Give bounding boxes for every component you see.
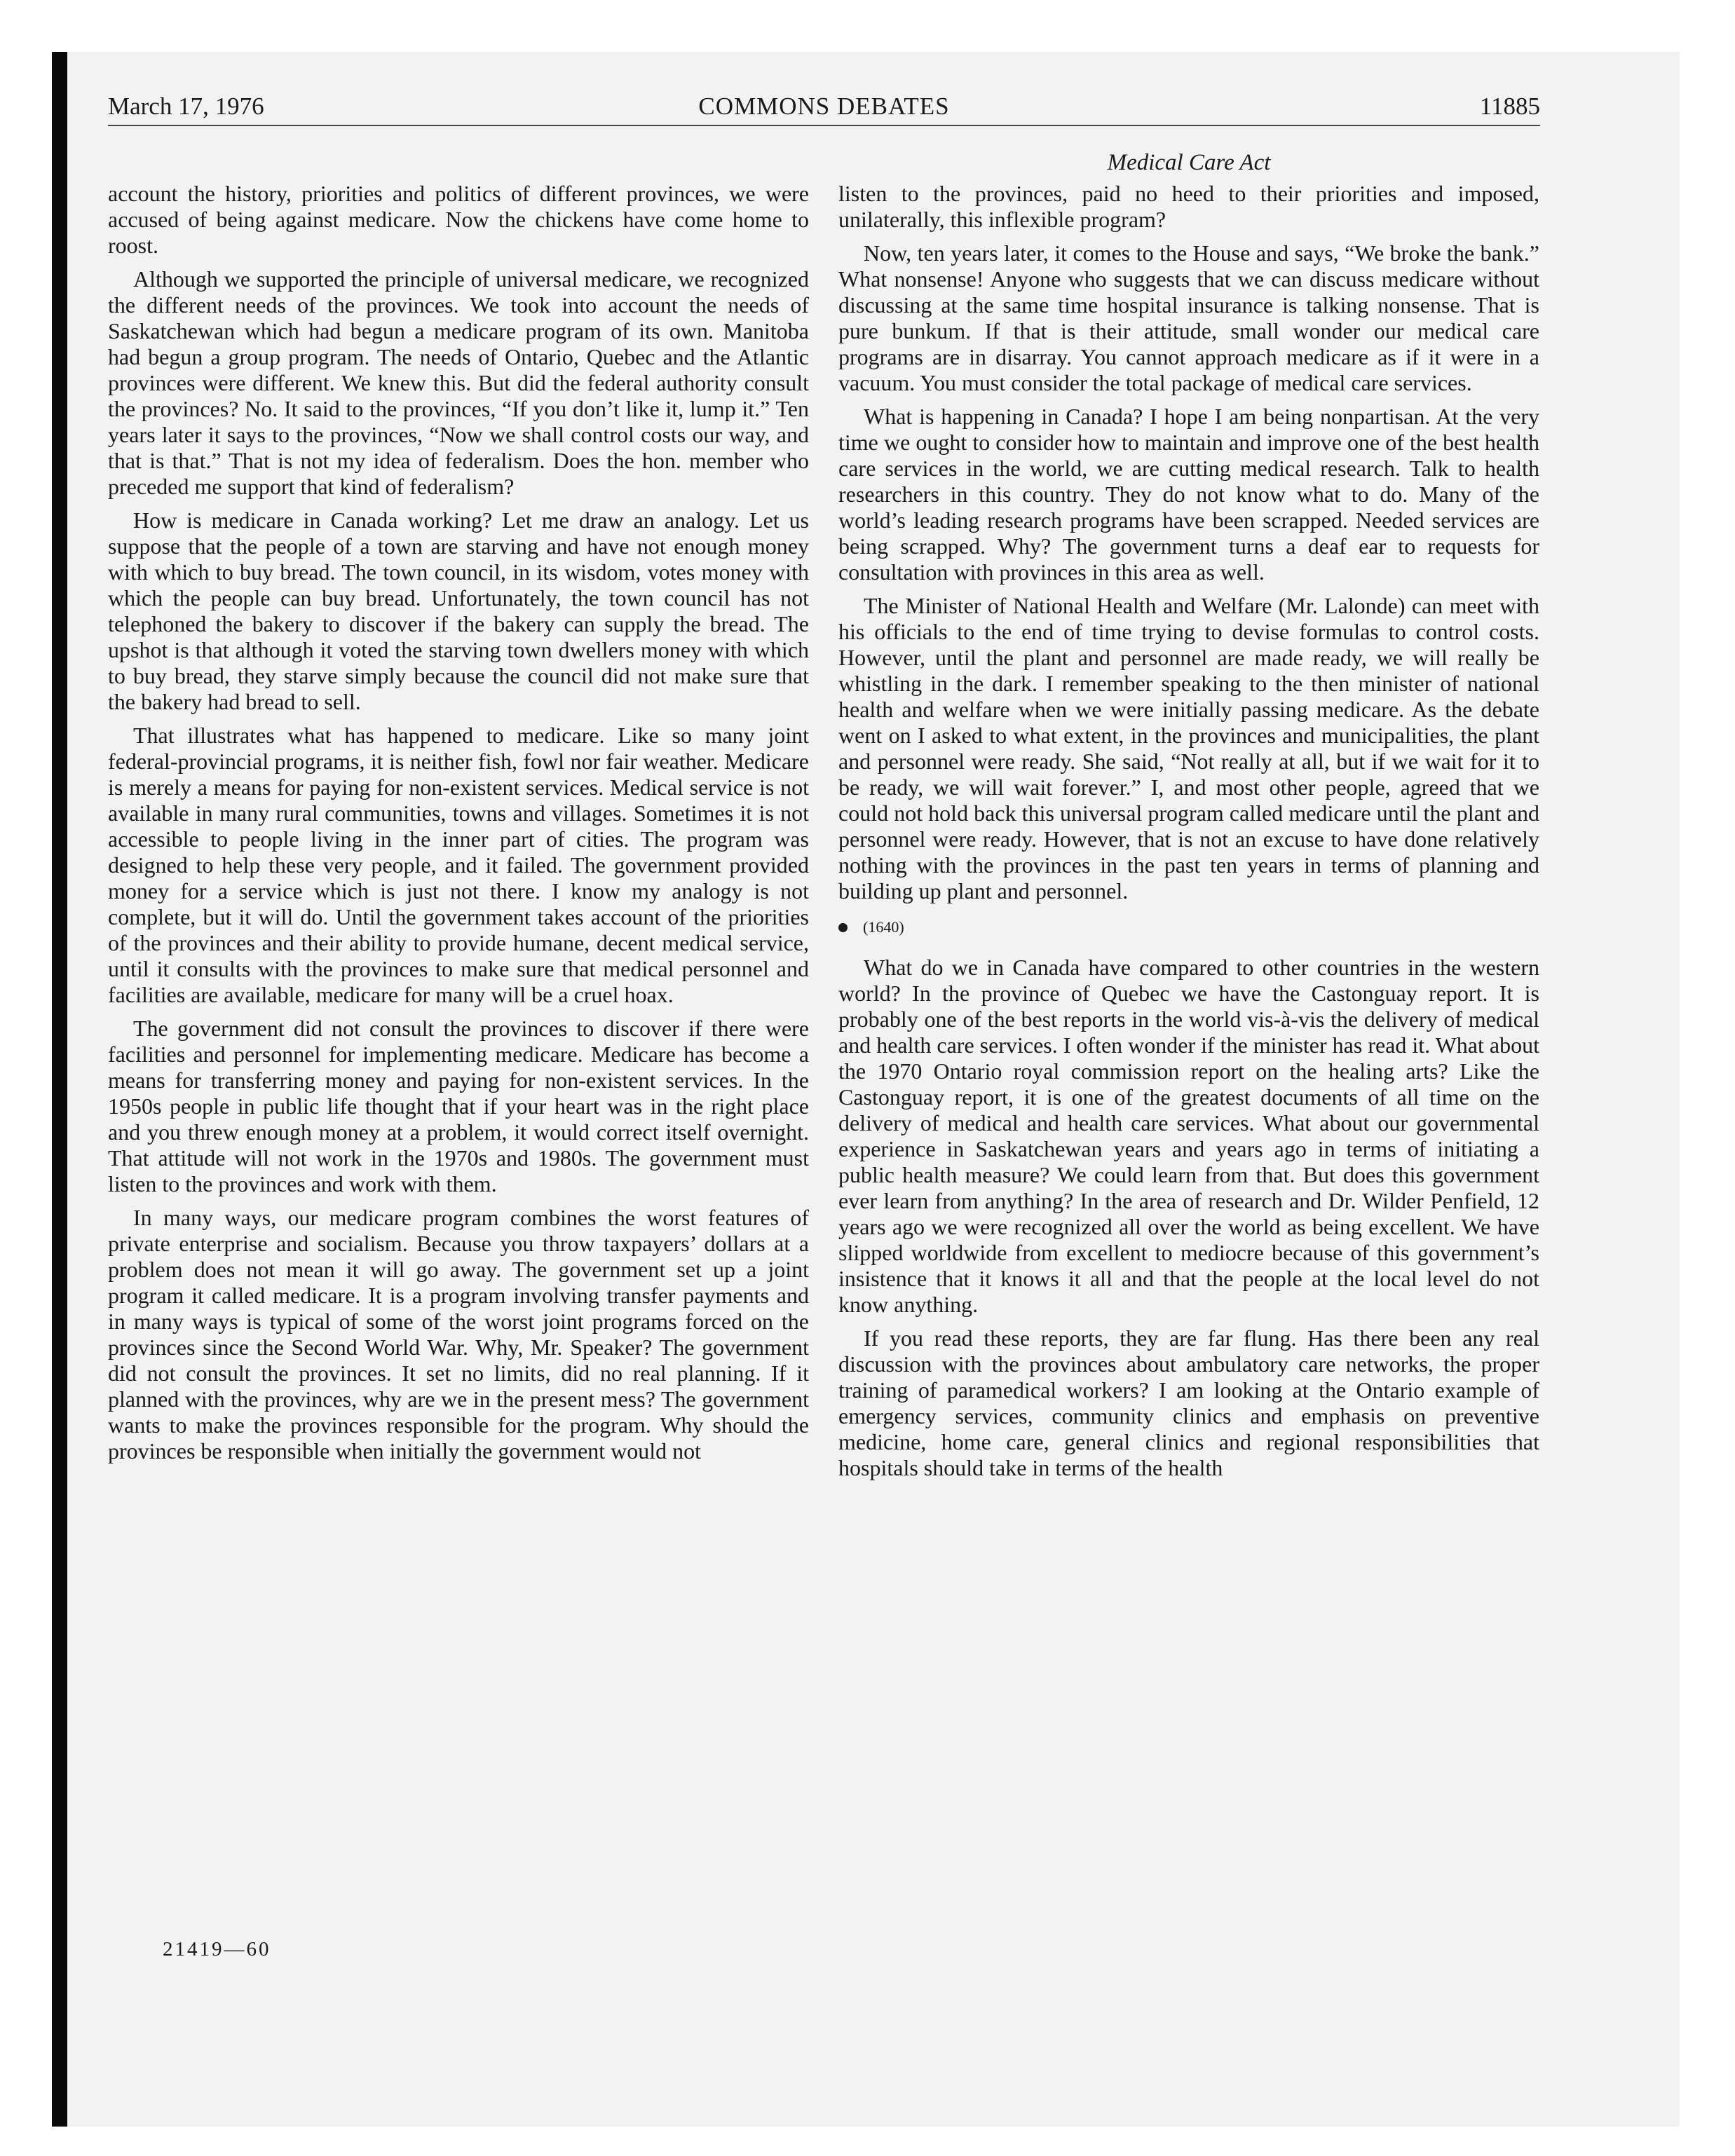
paragraph: account the history, priorities and politics of different provinces, we were accused of being against medicare. Now the chickens have come home to roost. (108, 181, 809, 258)
bullet-icon (838, 923, 848, 932)
time-marker-text: (1640) (863, 918, 904, 936)
scan-shadow-edge (52, 52, 67, 2127)
page-number: 11885 (1479, 93, 1540, 120)
paragraph: listen to the provinces, paid no heed to their priorities and imposed, unilaterally, this inflexible program? (838, 181, 1539, 232)
header-rule (108, 125, 1540, 126)
running-head: Medical Care Act (1107, 150, 1271, 175)
paragraph: What do we in Canada have compared to other countries in the western world? In the province of Quebec we have the Castonguay report. It is probably one of the best reports in the world vis-à-vis the delivery of medical and health care services. I often wonder if the minister has read it. What about the 1970 Ontario royal commission report on the healing arts? Like the Castonguay report, it is one of the greatest documents of all time on the delivery of medical and health care services. What about our governmental experience in Saskatchewan years and years ago in terms of initiating a public health measure? We could learn from that. But does this government ever learn from anything? In the area of research and Dr. Wilder Penfield, 12 years ago we were recognized all over the world as being excellent. We have slipped worldwide from excellent to mediocre because of this government’s insistence that it knows it all and that the people at the local level do not know anything. (838, 955, 1539, 1317)
paragraph: Now, ten years later, it comes to the House and says, “We broke the bank.” What nonsense! Anyone who suggests that we can discuss medicare without discussing at the same time hospital insurance is talking nonsense. That is pure bunkum. If that is their attitude, small wonder our medical care programs are in disarray. You cannot approach medicare as if it were in a vacuum. You must consider the total package of medical care services. (838, 240, 1539, 395)
header-date: March 17, 1976 (108, 93, 264, 120)
page-header (108, 90, 1540, 123)
paragraph: In many ways, our medicare program combines the worst features of private enterprise and socialism. Because you throw taxpayers’ dollars at a problem does not mean it will go away. The government set up a joint program it called medicare. It is a program involving transfer payments and in many ways is typical of some of the worst joint programs forced on the provinces since the Second World War. Why, Mr. Speaker? The government did not consult the provinces. It set no limits, did no real planning. If it planned with the provinces, why are we in the present mess? The government wants to make the provinces responsible for the program. Why should the provinces be responsible when initially the government would not (108, 1205, 809, 1464)
time-marker (838, 917, 1539, 938)
paragraph: The Minister of National Health and Welfare (Mr. Lalonde) can meet with his officials to the end of time trying to devise formulas to control costs. However, until the plant and personnel are made ready, we will really be whistling in the dark. I remember speaking to the then minister of national health and welfare when we were initially passing medicare. As the debate went on I asked to what extent, in the provinces and municipalities, the plant and personnel were ready. She said, “Not really at all, but if we wait for it to be ready, we will wait forever.” I, and most other people, agreed that we could not hold back this universal program called medicare until the plant and personnel were ready. However, that is not an excuse to have done relatively nothing with the provinces in the past ten years in terms of planning and building up plant and personnel. (838, 593, 1539, 903)
paragraph: Although we supported the principle of universal medicare, we recognized the different needs of the provinces. We took into account the needs of Saskatchewan which had begun a medicare program of its own. Manitoba had begun a group program. The needs of Ontario, Quebec and the Atlantic provinces were different. We knew this. But did the federal authority consult the provinces? No. It said to the provinces, “If you don’t like it, lump it.” Ten years later it says to the provinces, “Now we shall control costs our way, and that is that.” That is not my idea of federalism. Does the hon. member who preceded me support that kind of federalism? (108, 266, 809, 499)
paragraph: How is medicare in Canada working? Let me draw an analogy. Let us suppose that the people of a town are starving and have not enough money with which to buy bread. The town council, in its wisdom, votes money with which the people can buy bread. Unfortunately, the town council has not telephoned the bakery to discover if the bakery can supply the bread. The upshot is that although it voted the starving town dwellers money with which to buy bread, they starve simply because the council did not make sure that the bakery had bread to sell. (108, 507, 809, 714)
paragraph: What is happening in Canada? I hope I am being nonpartisan. At the very time we ought to consider how to maintain and improve one of the best health care services in the world, we are cutting medical research. Talk to health researchers in this country. They do not know what to do. Many of the world’s leading research programs have been scrapped. Needed services are being scrapped. Why? The government turns a deaf ear to requests for consultation with provinces in this area as well. (838, 404, 1539, 585)
publication-title: COMMONS DEBATES (698, 93, 950, 120)
left-column (108, 181, 809, 1472)
paragraph: If you read these reports, they are far flung. Has there been any real discussion with the provinces about ambulatory care networks, the proper training of paramedical workers? I am looking at the Ontario example of emergency services, community clinics and emphasis on preventive medicine, home care, general clinics and regional responsibilities that hospitals should take in terms of the health (838, 1325, 1539, 1480)
paragraph: The government did not consult the provinces to discover if there were facilities and personnel for implementing medicare. Medicare has become a means for transferring money and paying for non-existent services. In the 1950s people in public life thought that if your heart was in the right place and you threw enough money at a problem, it would correct itself overnight. That attitude will not work in the 1970s and 1980s. The government must listen to the provinces and work with them. (108, 1016, 809, 1196)
right-column (838, 181, 1539, 1489)
footer-code: 21419—60 (163, 1938, 271, 1960)
paragraph: That illustrates what has happened to medicare. Like so many joint federal-provincial programs, it is neither fish, fowl nor fair weather. Medicare is merely a means for paying for non-existent services. Medical service is not available in many rural communities, towns and villages. Sometimes it is not accessible to people living in the inner part of cities. The program was designed to help these very people, and it failed. The government provided money for a service which is just not there. I know my analogy is not complete, but it will do. Until the government takes account of the priorities of the provinces and their ability to provide humane, decent medical service, until it consults with the provinces to make sure that medical personnel and facilities are available, medicare for many will be a cruel hoax. (108, 723, 809, 1007)
